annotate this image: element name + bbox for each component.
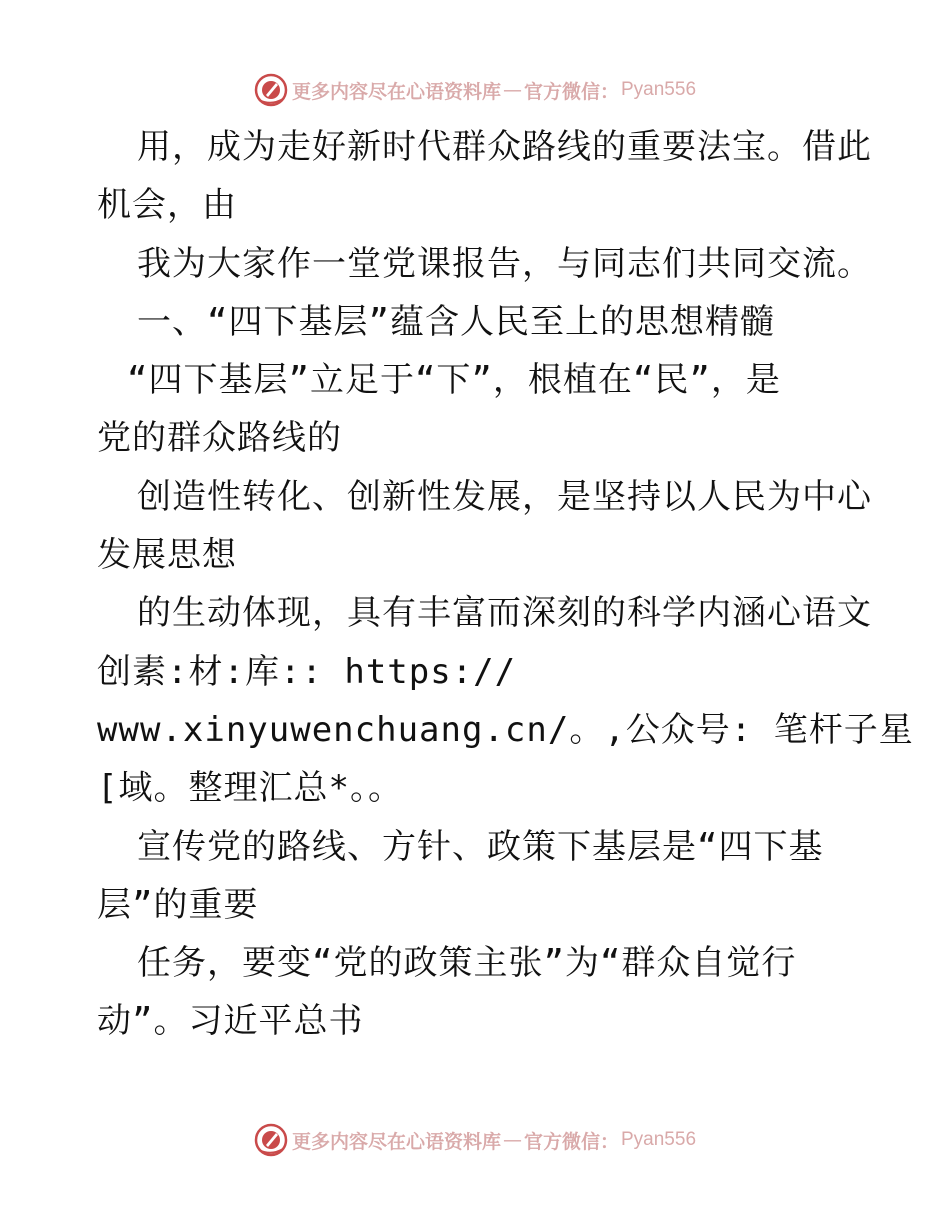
paragraph-line: 层”的重要 bbox=[97, 884, 259, 925]
paragraph-line: www.xinyuwenchuang.cn/。,公众号: 笔杆子星 bbox=[97, 709, 914, 750]
banner-main-text: 更多内容尽在心语资料库 bbox=[291, 80, 501, 103]
red-circle-logo-icon bbox=[254, 1123, 288, 1157]
banner-main-text: 更多内容尽在心语资料库 bbox=[291, 1130, 501, 1153]
banner-separator: — bbox=[502, 1129, 522, 1151]
document-body bbox=[97, 118, 914, 1051]
paragraph-line: 创造性转化、创新性发展，是坚持以人民为中心 bbox=[137, 476, 872, 517]
paragraph-line: 的生动体现，具有丰富而深刻的科学内涵心语文 bbox=[137, 593, 872, 634]
paragraph-line: 任务，要变“党的政策主张”为“群众自觉行 bbox=[137, 943, 797, 984]
paragraph-line: 宣传党的路线、方针、政策下基层是“四下基 bbox=[137, 826, 824, 867]
paragraph-line: 发展思想 bbox=[97, 535, 237, 576]
paragraph-line: 创素:材:库:: https:// bbox=[97, 651, 517, 692]
paragraph-line: 我为大家作一堂党课报告，与同志们共同交流。 bbox=[137, 243, 872, 284]
paragraph-line: 机会，由 bbox=[97, 185, 237, 226]
banner-wechat-id: Pyan556 bbox=[621, 79, 697, 100]
banner-wechat-label: 官方微信： bbox=[523, 1130, 619, 1153]
banner-wechat-label: 官方微信： bbox=[523, 80, 619, 103]
paragraph-line: 用，成为走好新时代群众路线的重要法宝。借此 bbox=[137, 127, 872, 167]
header-watermark-banner bbox=[0, 70, 950, 110]
section-heading: 一、“四下基层”蕴含人民至上的思想精髓 bbox=[137, 301, 775, 342]
red-circle-logo-icon bbox=[254, 73, 288, 107]
banner-separator: — bbox=[502, 79, 522, 101]
paragraph-line: 党的群众路线的 bbox=[97, 418, 342, 459]
paragraph-line: 动”。习近平总书 bbox=[97, 1001, 364, 1042]
paragraph-line: [域。整理汇总*。。 bbox=[97, 768, 403, 809]
banner-wechat-id: Pyan556 bbox=[621, 1129, 697, 1150]
paragraph-line: “四下基层”立足于“下”，根植在“民”，是 bbox=[127, 360, 781, 401]
footer-watermark-banner bbox=[0, 1120, 950, 1160]
